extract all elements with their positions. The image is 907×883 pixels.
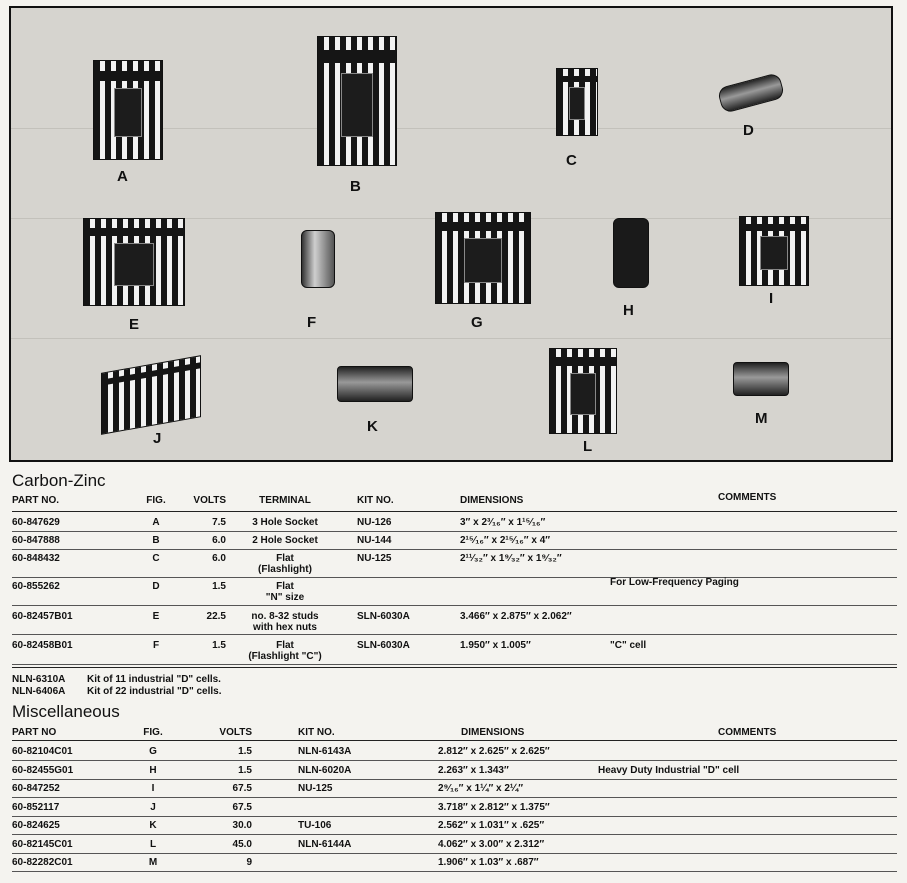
- cell-part: 60-852117: [12, 801, 60, 813]
- cell-part: 60-847888: [12, 535, 60, 546]
- cell-kit: SLN-6030A: [357, 611, 410, 622]
- cell-terminal: Flat: [276, 640, 294, 651]
- cell-dims: 2.812″ x 2.625″ x 2.625″: [438, 746, 550, 757]
- battery-i: [739, 216, 809, 286]
- col-kit: KIT NO.: [357, 495, 394, 506]
- cell-terminal: Flat: [276, 581, 294, 592]
- cell-kit: NU-126: [357, 517, 392, 528]
- cell-fig: G: [149, 746, 157, 757]
- cell-kit: NU-144: [357, 535, 392, 546]
- cell-comments: "C" cell: [610, 640, 647, 651]
- cell-part: 60-824625: [12, 820, 60, 831]
- cell-terminal: 3 Hole Socket: [252, 517, 318, 528]
- cell-fig: F: [152, 640, 160, 651]
- col-part: PART NO.: [12, 495, 60, 506]
- battery-b: [317, 36, 397, 166]
- col-comments: COMMENTS: [718, 492, 777, 503]
- cell-volts: 6.0: [212, 553, 226, 564]
- cell-kit: SLN-6030A: [357, 640, 410, 651]
- cell-fig: L: [149, 838, 157, 850]
- col-fig: FIG.: [146, 495, 166, 506]
- battery-m: [733, 362, 789, 396]
- kit-part: NLN-6310A: [12, 674, 66, 685]
- cell-fig: K: [149, 820, 157, 831]
- cell-volts: 7.5: [212, 517, 226, 528]
- cell-volts: 30.0: [232, 820, 252, 831]
- battery-f: [301, 230, 335, 288]
- cell-fig: C: [152, 553, 160, 564]
- cell-fig: E: [152, 611, 160, 622]
- cell-kit: NU-125: [357, 553, 392, 564]
- col-part: PART NO: [12, 727, 57, 738]
- cell-dims: 1.906″ x 1.03″ x .687″: [438, 857, 539, 868]
- battery-g: [435, 212, 531, 304]
- fig-label-h: H: [623, 302, 634, 319]
- cell-volts: 6.0: [212, 535, 226, 546]
- cell-part: 60-82457B01: [12, 611, 73, 622]
- cell-volts: 67.5: [232, 801, 252, 813]
- cell-fig: H: [149, 764, 157, 776]
- cell-dims: 3″ x 2³⁄₁₆″ x 1¹⁵⁄₁₆″: [460, 517, 546, 528]
- cell-dims: 3.466″ x 2.875″ x 2.062″: [460, 611, 572, 622]
- cell-dims: 2.562″ x 1.031″ x .625″: [438, 820, 545, 831]
- battery-k: [337, 366, 413, 402]
- kit-line: [12, 674, 221, 685]
- col-kit: KIT NO.: [298, 727, 335, 738]
- cell-part: 60-848432: [12, 553, 60, 564]
- cell-terminal2: with hex nuts: [253, 622, 317, 633]
- cell-comments: For Low-Frequency Paging: [610, 577, 739, 588]
- cell-part: 60-82282C01: [12, 857, 73, 868]
- col-volts: VOLTS: [219, 727, 252, 738]
- cell-dims: 4.062″ x 3.00″ x 2.312″: [438, 838, 545, 850]
- cell-dims: 2¹⁵⁄₁₆″ x 2¹⁵⁄₁₆″ x 4″: [460, 535, 551, 546]
- col-dims: DIMENSIONS: [461, 727, 525, 738]
- cell-kit: NLN-6144A: [298, 838, 352, 850]
- fig-label-b: B: [350, 178, 361, 195]
- fig-label-f: F: [307, 314, 317, 331]
- kit-desc: Kit of 22 industrial "D" cells.: [87, 686, 222, 697]
- battery-h: [613, 218, 649, 288]
- cell-kit: TU-106: [298, 820, 332, 831]
- col-comments: COMMENTS: [718, 727, 777, 738]
- cell-dims: 2⁹⁄₁₆″ x 1¼″ x 2¼″: [438, 783, 524, 794]
- cell-fig: D: [152, 581, 160, 592]
- battery-photo: [9, 6, 893, 462]
- cell-fig: J: [150, 801, 156, 813]
- fig-label-a: A: [117, 168, 128, 185]
- cell-dims: 2.263″ x 1.343″: [438, 764, 509, 776]
- cell-part: 60-82104C01: [12, 746, 73, 757]
- cell-terminal: Flat: [276, 553, 294, 564]
- cell-kit: NLN-6020A: [298, 764, 352, 776]
- fig-label-c: C: [566, 152, 577, 169]
- battery-j: [101, 355, 201, 435]
- cell-volts: 1.5: [212, 640, 226, 651]
- cell-part: 60-82455G01: [12, 764, 74, 776]
- cell-part: 60-855262: [12, 581, 60, 592]
- fig-label-k: K: [367, 418, 378, 435]
- cell-fig: A: [152, 517, 160, 528]
- fig-label-g: G: [471, 314, 483, 331]
- col-terminal: TERMINAL: [259, 495, 311, 506]
- cell-dims: 3.718″ x 2.812″ x 1.375″: [438, 801, 550, 813]
- cell-part: 60-847252: [12, 783, 60, 794]
- cell-part: 60-82458B01: [12, 640, 73, 651]
- fig-label-e: E: [129, 316, 140, 333]
- cell-fig: I: [151, 783, 155, 794]
- battery-c: [556, 68, 598, 136]
- cell-fig: B: [152, 535, 160, 546]
- battery-e: [83, 218, 185, 306]
- cell-dims: 2¹¹⁄₃₂″ x 1⁹⁄₃₂″ x 1⁹⁄₃₂″: [460, 553, 562, 564]
- col-volts: VOLTS: [193, 495, 226, 506]
- cell-fig: M: [148, 857, 158, 868]
- cell-volts: 67.5: [232, 783, 252, 794]
- cell-part: 60-847629: [12, 517, 60, 528]
- carbon-zinc-title: Carbon-Zinc: [12, 471, 106, 490]
- cell-terminal2: (Flashlight): [258, 564, 312, 575]
- col-fig: FIG.: [143, 727, 163, 738]
- cell-terminal: 2 Hole Socket: [252, 535, 318, 546]
- cell-kit: NLN-6143A: [298, 746, 352, 757]
- cell-volts: 1.5: [238, 746, 252, 757]
- cell-terminal: no. 8-32 studs: [251, 611, 319, 622]
- kit-line: [12, 686, 222, 697]
- col-dims: DIMENSIONS: [460, 495, 524, 506]
- cell-volts: 45.0: [232, 838, 252, 850]
- kit-part: NLN-6406A: [12, 686, 66, 697]
- kit-desc: Kit of 11 industrial "D" cells.: [87, 674, 221, 685]
- cell-volts: 1.5: [238, 764, 252, 776]
- cell-part: 60-82145C01: [12, 838, 73, 850]
- fig-label-l: L: [583, 438, 593, 455]
- cell-dims: 1.950″ x 1.005″: [460, 640, 531, 651]
- cell-comments: Heavy Duty Industrial "D" cell: [598, 764, 740, 776]
- fig-label-i: I: [769, 290, 774, 307]
- fig-label-d: D: [743, 122, 754, 139]
- fig-label-j: J: [153, 430, 162, 447]
- battery-d: [717, 72, 786, 114]
- battery-a: [93, 60, 163, 160]
- cell-terminal2: "N" size: [265, 592, 305, 603]
- cell-volts: 9: [246, 857, 252, 868]
- battery-l: [549, 348, 617, 434]
- fig-label-m: M: [755, 410, 768, 427]
- misc-title: Miscellaneous: [12, 702, 120, 721]
- cell-volts: 22.5: [206, 611, 226, 622]
- cell-volts: 1.5: [212, 581, 226, 592]
- cell-kit: NU-125: [298, 783, 333, 794]
- cell-terminal2: (Flashlight "C"): [248, 651, 322, 662]
